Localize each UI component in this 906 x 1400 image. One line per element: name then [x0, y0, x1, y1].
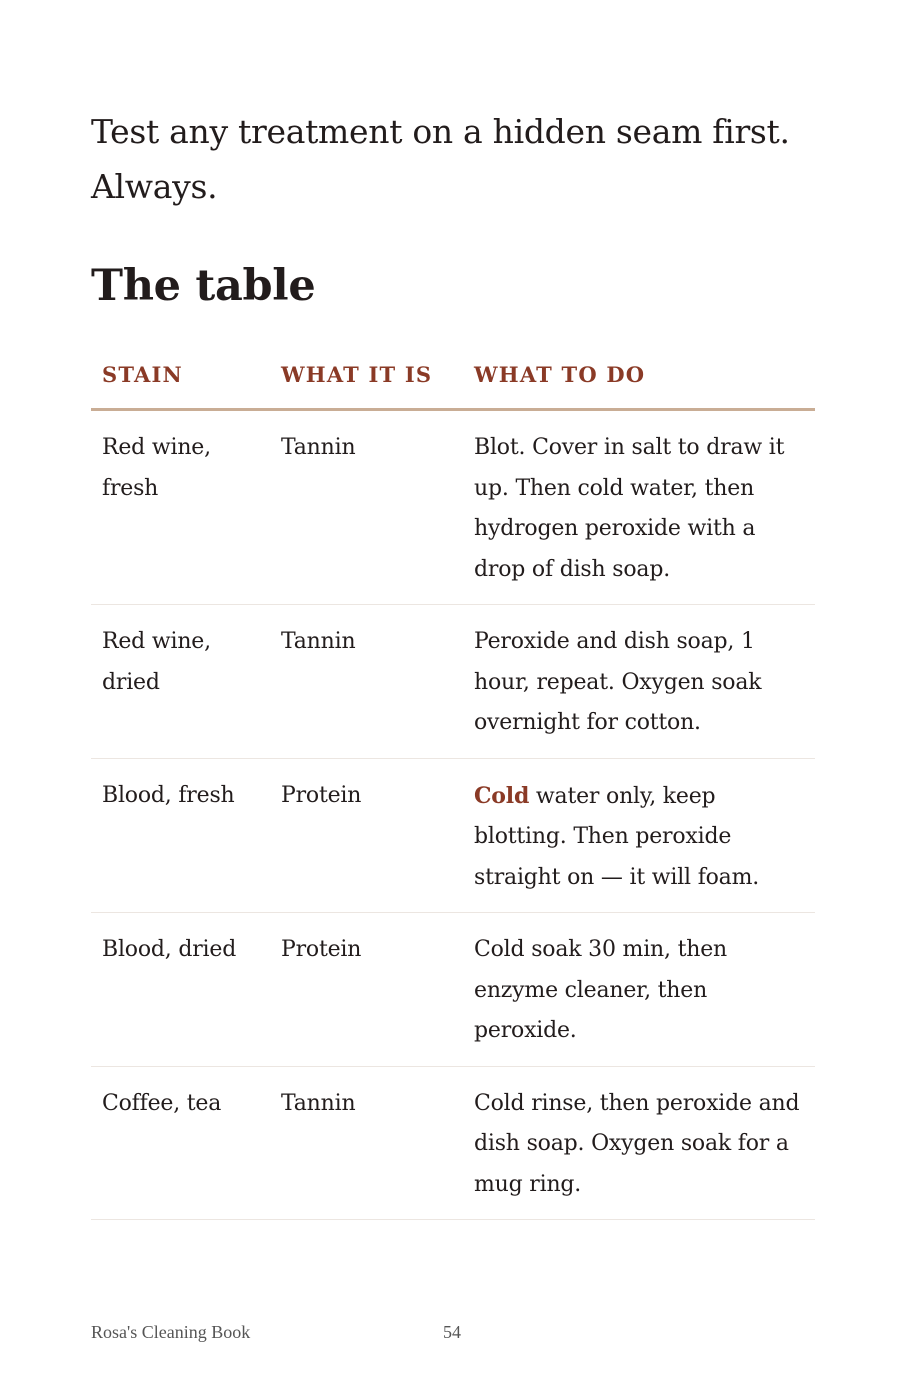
stain-table	[91, 348, 815, 1220]
action-text: Cold rinse, then peroxide and dish soap. Oxygen soak for a mug ring.	[474, 1090, 800, 1197]
action-text: Blot. Cover in salt to draw it up. Then cold water, then hydrogen peroxide with a drop of dish soap.	[474, 435, 785, 582]
stain-cell: Blood, dried	[91, 913, 270, 1067]
action-cell	[464, 605, 815, 759]
table-row	[91, 758, 815, 913]
section-heading: The table	[91, 261, 316, 311]
table-row	[91, 1066, 815, 1220]
action-cell	[464, 758, 815, 913]
action-text: water only, keep blotting. Then peroxide straight on — it will foam.	[474, 783, 760, 890]
column-header-what-to-do: WHAT TO DO	[464, 348, 815, 410]
intro-text: Test any treatment on a hidden seam first. Always.	[91, 112, 790, 206]
type-cell: Tannin	[270, 410, 464, 605]
type-cell: Protein	[270, 758, 464, 913]
footer-book-title: Rosa's Cleaning Book	[91, 1322, 251, 1342]
action-cell	[464, 410, 815, 605]
emphasis-text: Cold	[474, 782, 530, 809]
stain-cell: Red wine, dried	[91, 605, 270, 759]
type-cell: Protein	[270, 913, 464, 1067]
type-cell: Tannin	[270, 1066, 464, 1220]
stain-cell: Coffee, tea	[91, 1066, 270, 1220]
action-cell	[464, 913, 815, 1067]
type-cell: Tannin	[270, 605, 464, 759]
stain-cell: Blood, fresh	[91, 758, 270, 913]
table-header-row	[91, 348, 815, 410]
action-text: Cold soak 30 min, then enzyme cleaner, then peroxide.	[474, 937, 728, 1043]
table-row	[91, 913, 815, 1067]
action-text: Peroxide and dish soap, 1 hour, repeat. Oxygen soak overnight for cotton.	[474, 629, 762, 735]
table-row	[91, 605, 815, 759]
column-header-stain: STAIN	[91, 348, 270, 410]
column-header-what-it-is: WHAT IT IS	[270, 348, 464, 410]
stain-cell: Red wine, fresh	[91, 410, 270, 605]
table-row	[91, 410, 815, 605]
action-cell	[464, 1066, 815, 1220]
footer-page-number: 54	[443, 1322, 461, 1342]
